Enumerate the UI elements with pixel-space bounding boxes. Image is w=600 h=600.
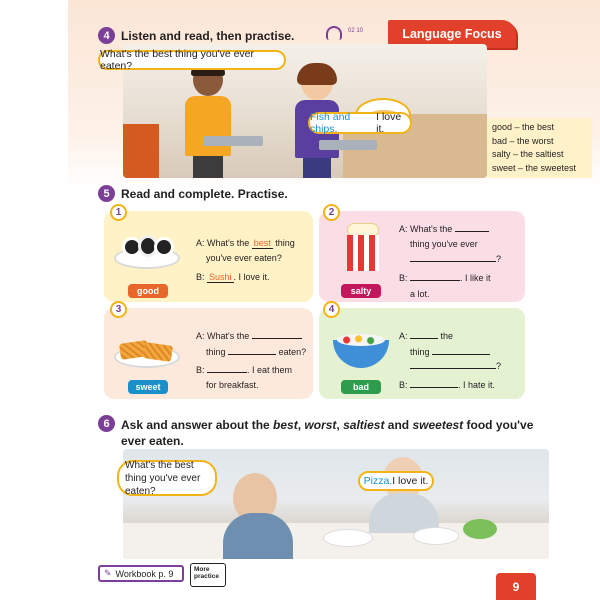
question-bubble-2: What's the best thing you've ever eaten? bbox=[117, 460, 217, 496]
card-number: 2 bbox=[323, 204, 340, 221]
section-6-title: Ask and answer about the best, worst, saltiest and sweetest food you've ever eaten. bbox=[121, 418, 534, 448]
workbook-label: Workbook p. 9 bbox=[115, 568, 174, 579]
answer-highlight: Pizza. bbox=[363, 475, 393, 487]
card-line: you've ever eaten? bbox=[206, 253, 282, 263]
exercise-card-2 bbox=[319, 207, 525, 302]
adjective-tag: good bbox=[128, 284, 168, 298]
section-5-title: Read and complete. Practise. bbox=[121, 187, 288, 201]
card-line: B: . I eat them bbox=[196, 365, 293, 375]
card-line: A: the bbox=[399, 331, 454, 341]
salad-image bbox=[463, 519, 497, 539]
workbook-link[interactable] bbox=[98, 565, 184, 582]
cereal-icon bbox=[333, 334, 389, 368]
section-4-number: 4 bbox=[98, 27, 115, 44]
vocab-item: sweet – the sweetest bbox=[492, 162, 577, 173]
section-4-title: Listen and read, then practise. bbox=[121, 29, 295, 43]
card-line: for breakfast. bbox=[206, 380, 259, 390]
tray-image bbox=[203, 136, 263, 146]
card-number: 3 bbox=[110, 301, 127, 318]
section-6-number: 6 bbox=[98, 415, 115, 432]
card-line: A: What's the best thing bbox=[196, 238, 295, 248]
sushi-icon bbox=[122, 233, 174, 261]
section-5-number: 5 bbox=[98, 185, 115, 202]
card-line: B: . I hate it. bbox=[399, 380, 496, 390]
card-line: B: Sushi . I love it. bbox=[196, 272, 270, 282]
card-number: 4 bbox=[323, 301, 340, 318]
page-number: 9 bbox=[496, 573, 536, 600]
popcorn-icon bbox=[343, 223, 383, 271]
plate-image bbox=[413, 527, 459, 545]
vocab-item: bad – the worst bbox=[492, 135, 554, 146]
vocab-item: good – the best bbox=[492, 122, 555, 132]
answer-rest: I love it. bbox=[392, 475, 429, 487]
exercise-card-1 bbox=[104, 207, 313, 302]
card-number: 1 bbox=[110, 204, 127, 221]
card-line: B: . I like it bbox=[399, 273, 491, 283]
exercise-card-3 bbox=[104, 304, 313, 399]
card-line: thing eaten? bbox=[206, 347, 307, 357]
filled-answer: best bbox=[253, 238, 271, 248]
answer-rest: I love it. bbox=[376, 111, 402, 135]
card-line: ? bbox=[410, 253, 501, 265]
card-line: ? bbox=[410, 360, 501, 372]
tray-image bbox=[319, 140, 377, 150]
shelf-image bbox=[123, 124, 159, 178]
pencil-icon: ✎ bbox=[104, 568, 112, 578]
filled-answer: Sushi bbox=[209, 272, 232, 282]
card-line: thing you've ever bbox=[410, 239, 478, 249]
audio-icon[interactable] bbox=[326, 26, 342, 40]
exercise-card-4 bbox=[319, 304, 525, 399]
card-line: a lot. bbox=[410, 289, 430, 299]
question-bubble: What's the best thing you've ever eaten? bbox=[98, 50, 286, 70]
adjective-tag: bad bbox=[341, 380, 381, 394]
vocab-item: salty – the saltiest bbox=[492, 149, 564, 159]
vocab-box bbox=[487, 118, 592, 178]
answer-bubble-2 bbox=[358, 471, 434, 491]
page bbox=[68, 0, 600, 600]
language-focus-tab: Language Focus bbox=[388, 20, 516, 48]
adjective-tag: salty bbox=[341, 284, 381, 298]
answer-bubble bbox=[308, 112, 412, 134]
adjective-tag: sweet bbox=[128, 380, 168, 394]
boy-illustration bbox=[183, 64, 231, 178]
waffles-icon bbox=[120, 342, 174, 360]
plate-image bbox=[323, 529, 373, 547]
answer-highlight: Fish and chips. bbox=[310, 111, 351, 135]
card-line: thing bbox=[410, 346, 490, 358]
card-line: A: What's the bbox=[399, 223, 489, 235]
boy-shirt-image bbox=[223, 513, 293, 559]
audio-track-number: 02 10 bbox=[348, 28, 364, 34]
card-line: A: What's the bbox=[196, 330, 302, 342]
more-practice-button[interactable]: More practice bbox=[190, 563, 226, 587]
